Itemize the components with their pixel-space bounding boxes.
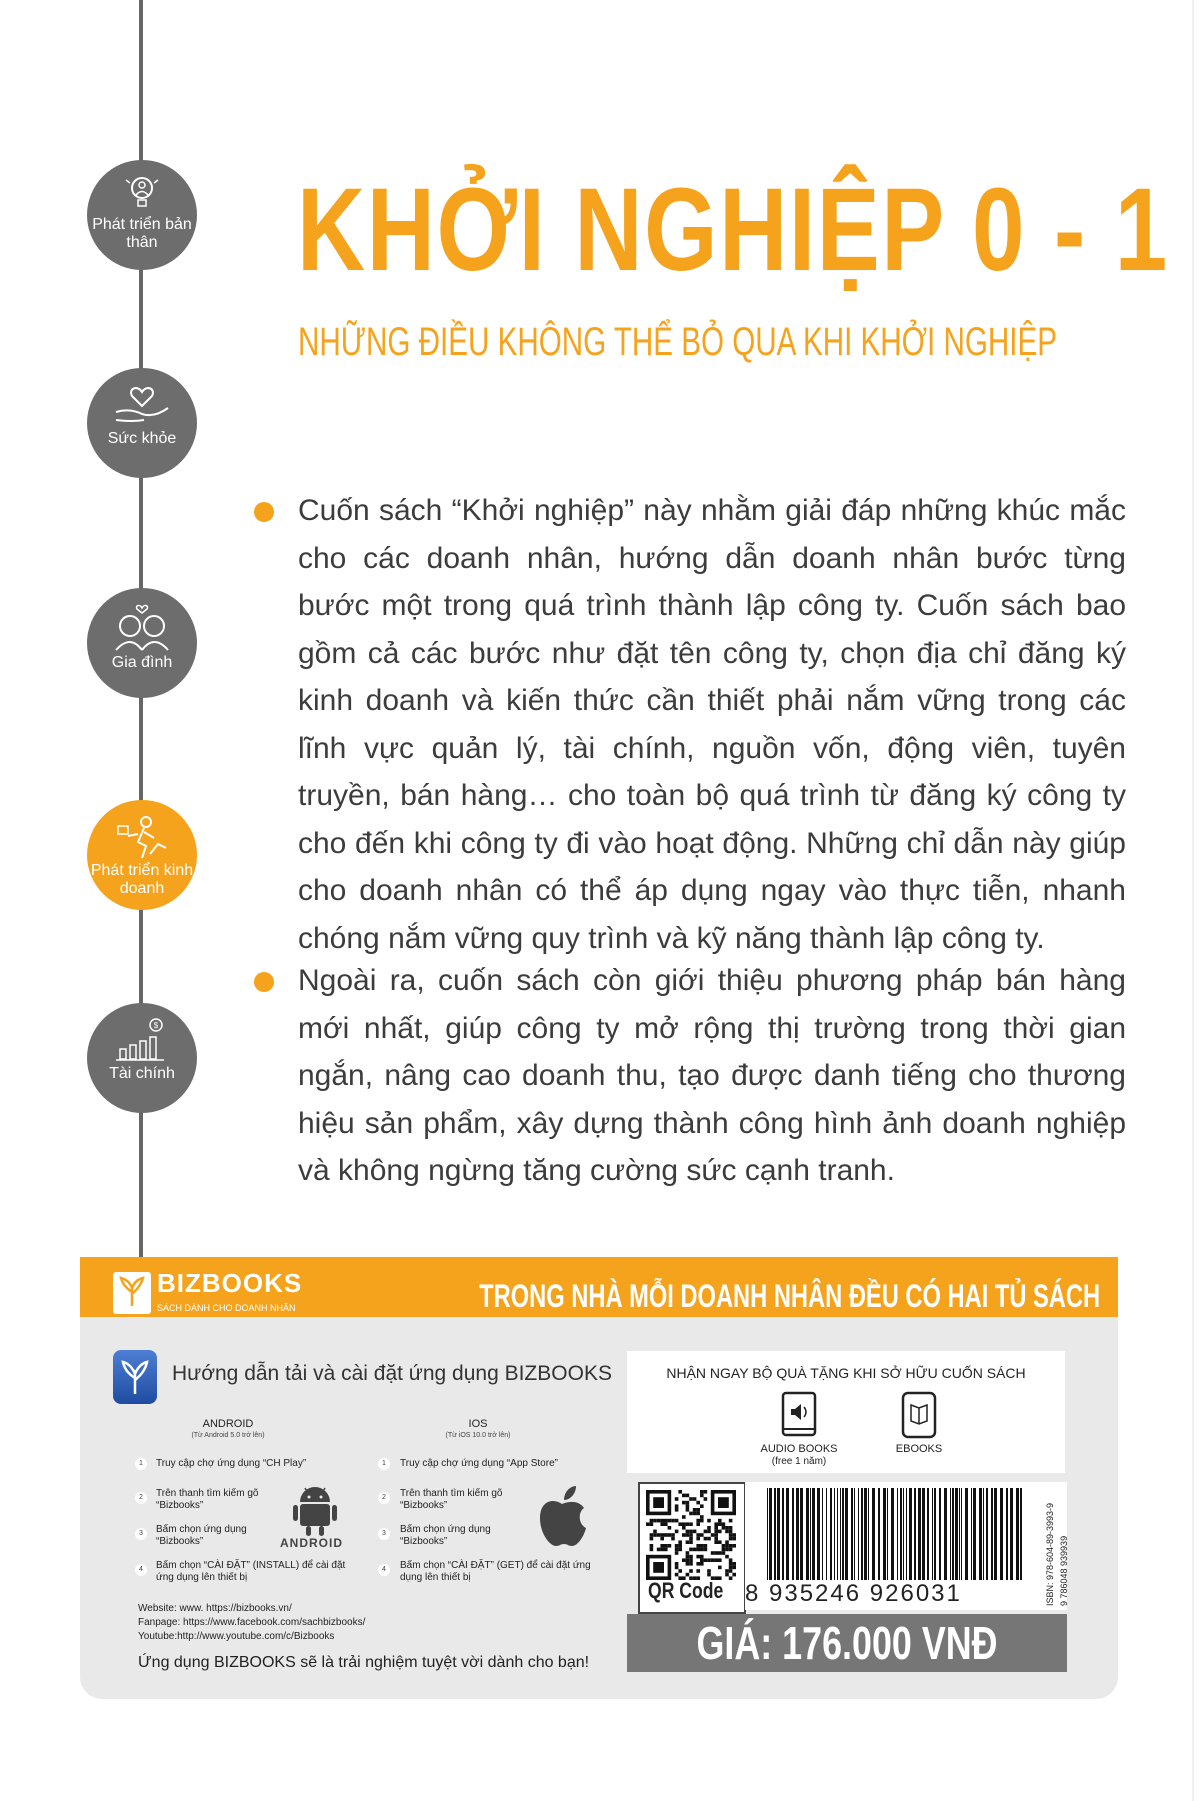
qr-code-icon bbox=[646, 1490, 736, 1580]
book-title: KHỞI NGHIỆP 0 - 1 bbox=[297, 164, 1169, 296]
category-label: Phát triển kinh doanh bbox=[90, 862, 194, 897]
audiobook-icon bbox=[779, 1391, 819, 1439]
step-number: 2 bbox=[135, 1492, 147, 1504]
hand-heart-icon bbox=[110, 382, 174, 428]
step-number: 2 bbox=[378, 1492, 390, 1504]
ios-subheading: (Từ iOS 10.0 trở lên) bbox=[445, 1432, 511, 1439]
isbn-barcode bbox=[745, 1482, 1067, 1610]
apple-logo-icon bbox=[534, 1484, 590, 1548]
bullet-dot bbox=[254, 502, 274, 522]
android-logo-icon bbox=[290, 1480, 340, 1540]
bizbooks-logo-icon bbox=[113, 1272, 151, 1314]
app-tagline: Ứng dụng BIZBOOKS sẽ là trải nghiệm tuyệt vời dành cho bạn! bbox=[138, 1654, 590, 1671]
price-bar bbox=[627, 1614, 1067, 1672]
bullet-dot bbox=[254, 972, 274, 992]
step-number: 1 bbox=[378, 1458, 390, 1470]
ebook-icon bbox=[899, 1391, 939, 1439]
description-paragraph: Cuốn sách “Khởi nghiệp” này nhằm giải đáp những khúc mắc cho các doanh nhân, hướng dẫn doanh nhân bước từng bước một trong quá trình thành lập công ty. Cuốn sách bao gồm cả các bước như đặt tên công ty, chọn địa chỉ đăng ký kinh doanh và kiến thức cần thiết phải nắm vững trong các lĩnh vực quản lý, tài chính, nguồn vốn, động viên, tuyên truyền, bán hàng… cho toàn bộ quá trình từ đăng ký công ty cho đến khi công ty đi vào hoạt động. Những chỉ dẫn này giúp cho doanh nhân có thể áp dụng ngay vào thực tiễn, nhanh chóng nắm vững quy trình và kỹ năng thành lập công ty. bbox=[298, 494, 1126, 955]
barcode-bars bbox=[767, 1488, 1027, 1580]
ios-step: Truy cập chợ ứng dụng “App Store” bbox=[400, 1458, 558, 1469]
qr-code-label: QR Code bbox=[648, 1578, 724, 1603]
bizbooks-app-icon bbox=[113, 1350, 157, 1404]
app-guide-title: Hướng dẫn tải và cài đặt ứng dụng BIZBOOKS bbox=[172, 1362, 612, 1385]
book-subtitle: NHỮNG ĐIỀU KHÔNG THỂ BỎ QUA KHI KHỞI NGHIỆP bbox=[298, 320, 1057, 364]
isbn-digits: 9 786048 939939 bbox=[1059, 1535, 1069, 1606]
gift-title: NHẬN NGAY BỘ QUÀ TẶNG KHI SỞ HỮU CUỐN SÁCH bbox=[666, 1365, 1026, 1381]
android-heading: ANDROID bbox=[202, 1418, 254, 1430]
publisher-links bbox=[138, 1602, 365, 1644]
publisher-tagline: SÁCH DÀNH CHO DOANH NHÂN bbox=[157, 1303, 296, 1313]
category-finance bbox=[87, 1003, 197, 1113]
publisher-slogan: TRONG NHÀ MỖI DOANH NHÂN ĐỀU CÓ HAI TỦ SÁCH bbox=[479, 1278, 1100, 1314]
android-step: Bấm chọn “CÀI ĐẶT” (INSTALL) để cài đặt ứng dụng lên thiết bị bbox=[156, 1560, 346, 1583]
step-number: 4 bbox=[135, 1564, 147, 1576]
bar-chart-dollar-icon bbox=[114, 1017, 170, 1063]
publisher-name: BIZBOOKS bbox=[157, 1268, 303, 1298]
isbn-text: ISBN: 978-604-89-3993-9 bbox=[1045, 1502, 1055, 1606]
youtube-link[interactable]: Youtube:http://www.youtube.com/c/Bizbooks bbox=[138, 1631, 335, 1642]
audiobook-sublabel: (free 1 năm) bbox=[771, 1456, 827, 1467]
android-subheading: (Từ Android 5.0 trở lên) bbox=[191, 1432, 265, 1439]
svg-text:$: $ bbox=[153, 1021, 159, 1030]
website-link[interactable]: Website: www. https://bizbooks.vn/ bbox=[138, 1603, 292, 1614]
category-label: Gia đình bbox=[111, 654, 173, 671]
category-label: Tài chính bbox=[109, 1065, 175, 1082]
description-paragraph: Ngoài ra, cuốn sách còn giới thiệu phương pháp bán hàng mới nhất, giúp công ty mở rộng thị trường trong thời gian ngắn, nâng cao doanh thu, tạo được danh tiếng cho thương hiệu sản phẩm, xây dựng thành công hình ảnh doanh nghiệp và không ngừng tăng cường sức cạnh tranh. bbox=[298, 964, 1126, 1187]
barcode-number: 8 935246 926031 bbox=[745, 1580, 962, 1607]
ios-step: Bấm chọn ứng dụng “Bizbooks” bbox=[400, 1524, 491, 1547]
android-logo-text: ANDROID bbox=[280, 1536, 343, 1550]
category-label: Phát triển bản thân bbox=[92, 216, 192, 251]
step-number: 1 bbox=[135, 1458, 147, 1470]
ios-heading: IOS bbox=[468, 1418, 488, 1430]
ebook-label: EBOOKS bbox=[895, 1443, 943, 1455]
audiobook-label: AUDIO BOOKS bbox=[760, 1443, 838, 1455]
step-number: 4 bbox=[378, 1564, 390, 1576]
category-personal-development bbox=[87, 160, 197, 270]
page-edge-line bbox=[1192, 0, 1194, 1801]
step-number: 3 bbox=[135, 1528, 147, 1540]
category-business-development bbox=[87, 800, 197, 910]
category-family bbox=[87, 588, 197, 698]
android-step: Bấm chọn ứng dụng “Bizbooks” bbox=[156, 1524, 247, 1547]
step-number: 3 bbox=[378, 1528, 390, 1540]
android-step: Trên thanh tìm kiếm gõ “Bizbooks” bbox=[156, 1488, 259, 1511]
fanpage-link[interactable]: Fanpage: https://www.facebook.com/sachbizbooks/ bbox=[138, 1617, 366, 1628]
running-growth-icon bbox=[114, 814, 170, 860]
android-step: Truy cập chợ ứng dụng “CH Play” bbox=[156, 1458, 307, 1469]
lightbulb-person-icon bbox=[120, 174, 164, 214]
ios-step: Bấm chọn “CÀI ĐẶT” (GET) để cài đặt ứng dụng lên thiết bị bbox=[400, 1560, 591, 1583]
family-icon bbox=[110, 602, 174, 652]
price-text: GIÁ: 176.000 VNĐ bbox=[696, 1617, 998, 1669]
category-health bbox=[87, 368, 197, 478]
gift-box bbox=[627, 1351, 1065, 1473]
category-label: Sức khỏe bbox=[107, 430, 177, 447]
ios-step: Trên thanh tìm kiếm gõ “Bizbooks” bbox=[400, 1488, 503, 1511]
